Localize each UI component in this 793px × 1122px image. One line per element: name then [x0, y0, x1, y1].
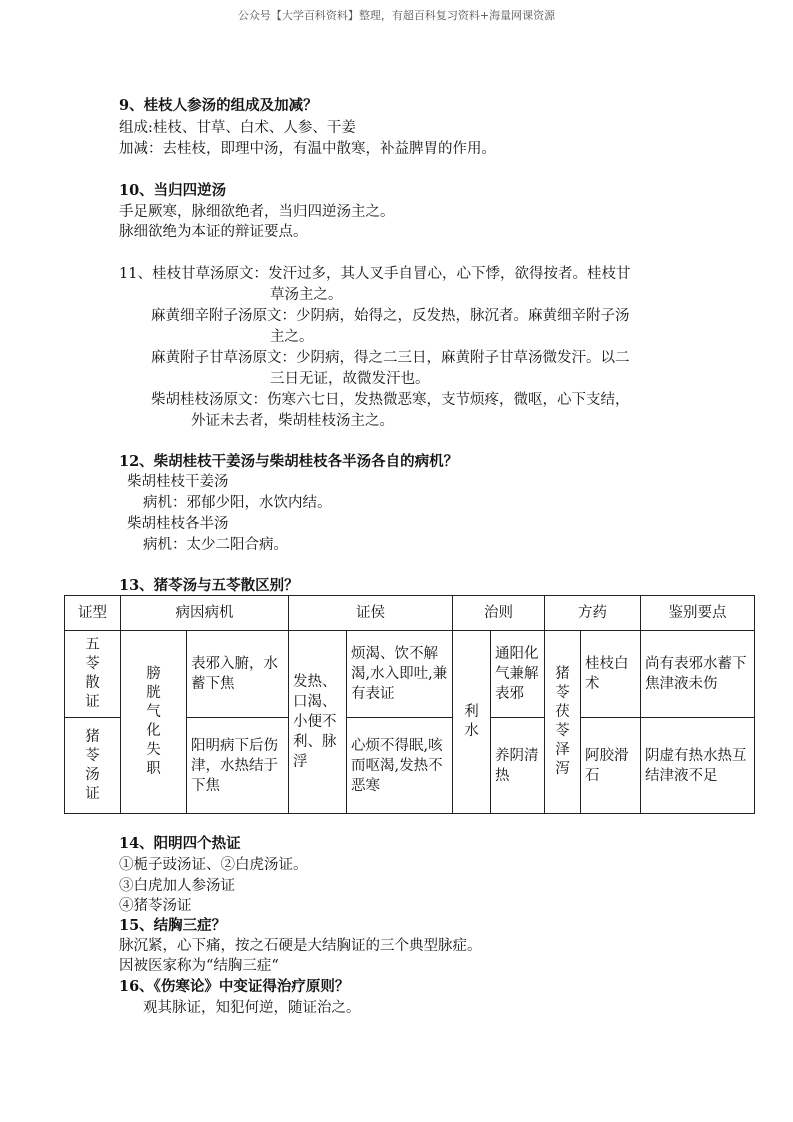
section-11-line-4b: 外证未去者，柴胡桂枝汤主之。 — [191, 413, 394, 429]
section-10-line-2: 脉细欲绝为本证的辩证要点。 — [119, 224, 308, 240]
symptom-common: 发热、口渴、小便不利、脉浮 — [289, 631, 347, 814]
principle-zhuling: 养阴清热 — [491, 718, 545, 814]
section-11-line-2a: 麻黄细辛附子汤原文：少阴病，始得之，反发热，脉沉者。麻黄细辛附子汤 — [151, 308, 630, 324]
section-16-title: 16、《伤寒论》中变证得治疗原则？ — [119, 978, 350, 995]
key-zhuling: 阴虚有热水热互结津液不足 — [641, 718, 755, 814]
section-10-line-1: 手足厥寒，脉细欲绝者，当归四逆汤主之。 — [119, 204, 395, 220]
type-wuling-cell — [65, 631, 121, 718]
section-10-title: 10、当归四逆汤 — [119, 182, 227, 199]
section-16-line-1: 观其脉证，知犯何逆，随证治之。 — [143, 1000, 361, 1016]
section-12-line-4: 病机：太少二阳合病。 — [143, 537, 288, 553]
cause-main-cell — [121, 631, 187, 814]
key-wuling: 尚有表邪水蓄下焦津液未伤 — [641, 631, 755, 718]
drug-common: 猪苓茯苓泽泻 — [555, 666, 570, 777]
section-9-title: 9、桂枝人参汤的组成及加减？ — [119, 97, 318, 114]
comparison-table — [64, 595, 755, 814]
section-11-line-1a: 11、桂枝甘草汤原文：发汗过多，其人叉手自冒心，心下悸，欲得按者。桂枝甘 — [119, 266, 631, 282]
cause-zhuling: 阳明病下后伤津，水热结于下焦 — [187, 718, 289, 814]
section-11-line-1b: 草汤主之。 — [270, 287, 343, 303]
symptom-wuling: 烦渴、饮不解渴,水入即吐,兼有表证 — [347, 631, 453, 718]
section-14-line-1: ①栀子豉汤证、②白虎汤证。 — [119, 857, 308, 873]
principle-common-cell — [453, 631, 491, 814]
section-15-title: 15、结胸三症？ — [119, 917, 227, 934]
section-12-line-2: 病机：邪郁少阳，水饮内结。 — [143, 495, 332, 511]
header-type: 证型 — [65, 596, 121, 631]
drug-zhuling: 阿胶滑石 — [581, 718, 641, 814]
page-header: 公众号【大学百科资料】整理，有超百科复习资料+海量网课资源 — [237, 9, 556, 22]
section-14-line-2: ③白虎加人参汤证 — [119, 878, 235, 894]
header-cause: 病因病机 — [121, 596, 289, 631]
section-9-line-1: 组成:桂枝、甘草、白术、人参、干姜 — [119, 120, 356, 136]
cause-main: 膀胱气化失职 — [146, 666, 161, 777]
section-11-line-3a: 麻黄附子甘草汤原文：少阴病，得之二三日，麻黄附子甘草汤微发汗。以二 — [151, 350, 630, 366]
type-wuling: 五苓散证 — [85, 637, 100, 710]
section-9-line-2: 加减：去桂枝，即理中汤，有温中散寒，补益脾胃的作用。 — [119, 141, 496, 157]
type-zhuling-cell — [65, 718, 121, 814]
section-13-title: 13、猪苓汤与五苓散区别？ — [119, 577, 299, 594]
cause-wuling: 表邪入腑，水蓄下焦 — [187, 631, 289, 718]
section-12-line-1: 柴胡桂枝干姜汤 — [127, 474, 229, 490]
drug-wuling: 桂枝白术 — [581, 631, 641, 718]
symptom-zhuling: 心烦不得眠,咳而呕渴,发热不恶寒 — [347, 718, 453, 814]
header-symptoms: 证侯 — [289, 596, 453, 631]
section-11-line-2b: 主之。 — [270, 329, 314, 345]
section-15-line-2: 因被医家称为“结胸三症“ — [119, 958, 279, 974]
drug-common-cell — [545, 631, 581, 814]
section-14-line-3: ④猪苓汤证 — [119, 898, 192, 914]
section-12-line-3: 柴胡桂枝各半汤 — [127, 516, 229, 532]
header-prescription: 方药 — [545, 596, 641, 631]
section-12-title: 12、柴胡桂枝干姜汤与柴胡桂枝各半汤各自的病机？ — [119, 453, 459, 470]
section-11-line-4a: 柴胡桂枝汤原文：伤寒六七日，发热微恶寒，支节烦疼，微呕，心下支结， — [151, 392, 630, 408]
section-15-line-1: 脉沉紧，心下痛，按之石硬是大结胸证的三个典型脉症。 — [119, 938, 482, 954]
header-principle: 治则 — [453, 596, 545, 631]
principle-common: 利水 — [464, 704, 479, 739]
type-zhuling: 猪苓汤证 — [85, 728, 100, 802]
section-11-line-3b: 三日无证，故微发汗也。 — [270, 371, 430, 387]
principle-wuling: 通阳化气兼解表邪 — [491, 631, 545, 718]
section-14-title: 14、阳明四个热证 — [119, 835, 241, 852]
header-key-points: 鉴别要点 — [641, 596, 755, 631]
